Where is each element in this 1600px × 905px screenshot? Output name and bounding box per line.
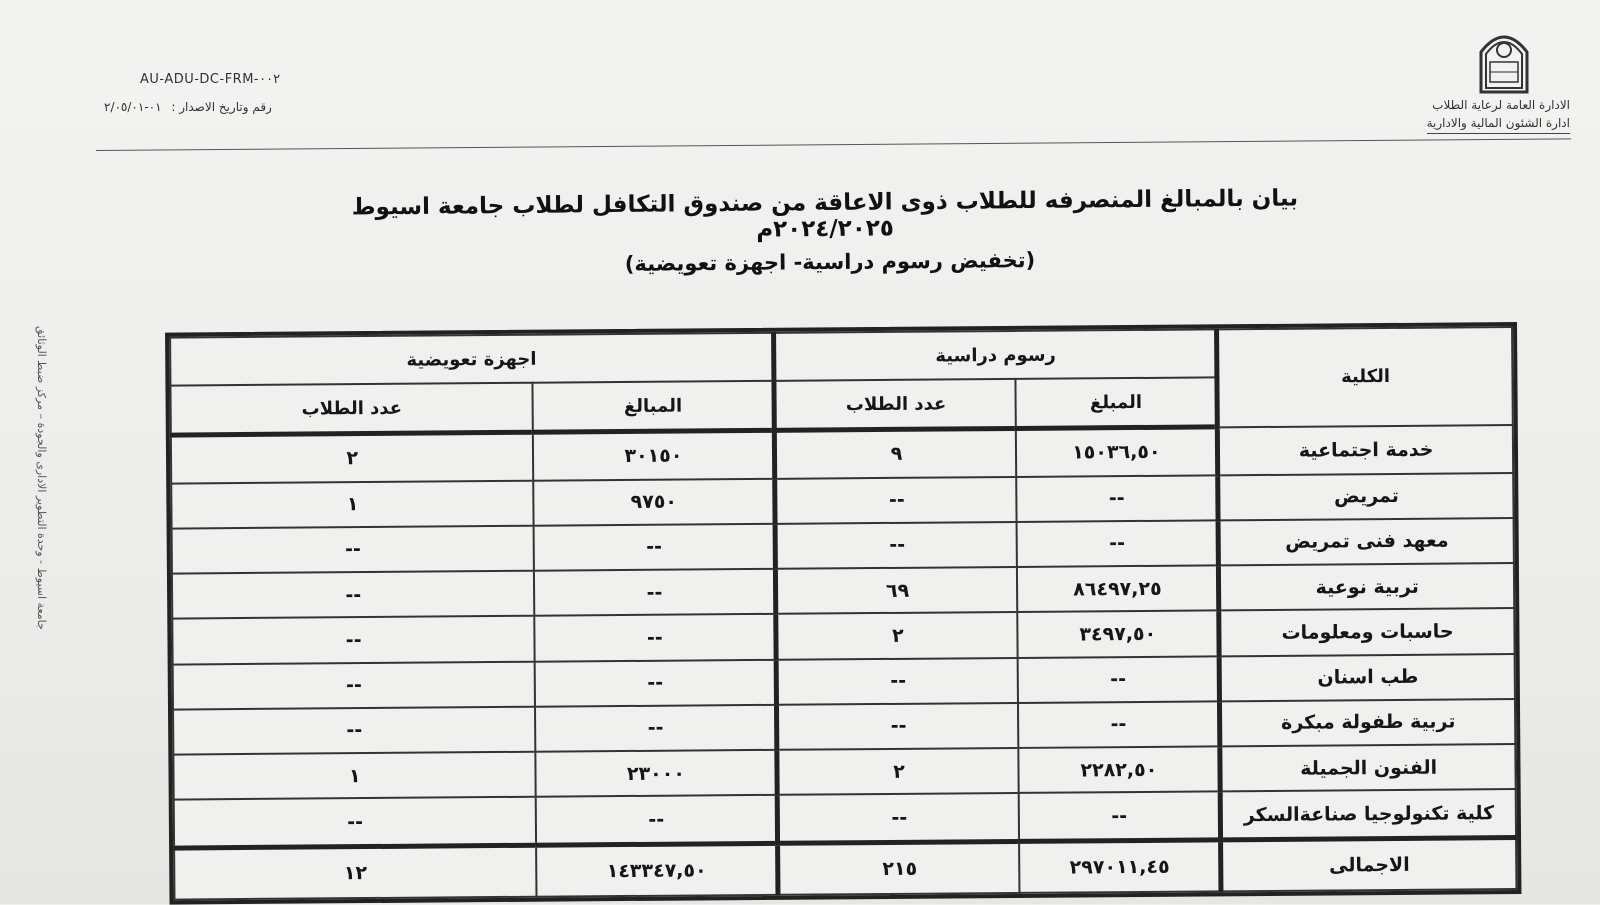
fees-students: -- [777, 703, 1019, 750]
issue-info [98, 100, 272, 114]
total-fees-students: ٢١٥ [778, 841, 1020, 894]
header-group-devices: اجهزة تعويضية [170, 333, 774, 386]
fees-amount: -- [1019, 792, 1221, 842]
college-name: الفنون الجميلة [1220, 744, 1516, 792]
table-body [171, 425, 1517, 900]
college-name: كلية تكنولوجيا صناعةالسكر [1220, 789, 1516, 839]
college-name: معهد فنى تمريض [1218, 518, 1514, 566]
devices-amount: -- [535, 705, 777, 752]
fees-students: ٢ [776, 612, 1018, 659]
college-name: تمريض [1218, 473, 1514, 521]
assiut-university-logo-icon [1475, 28, 1533, 94]
college-name: طب اسنان [1219, 654, 1515, 702]
devices-amount: -- [536, 795, 778, 845]
devices-students: -- [174, 797, 537, 848]
header-fees-amount: المبلغ [1016, 377, 1218, 428]
devices-students: -- [173, 707, 536, 755]
org-line-2: ادارة الشئون المالية والادارية [1426, 116, 1570, 130]
fees-amount: ٢٢٨٢,٥٠ [1019, 746, 1221, 793]
issue-label: رقم وتاريخ الاصدار : [171, 100, 272, 114]
total-fees-amount: ٢٩٧٠١١,٤٥ [1020, 840, 1222, 893]
devices-students: -- [172, 526, 535, 574]
total-row [174, 838, 1516, 900]
college-name: تربية نوعية [1219, 563, 1515, 611]
fees-amount: -- [1017, 520, 1219, 567]
devices-amount: -- [534, 524, 776, 571]
devices-students: ١ [171, 480, 534, 528]
college-name: حاسبات ومعلومات [1219, 608, 1515, 656]
document-subtitle: (تخفيض رسوم دراسية- اجهزة تعويضية) [624, 248, 1036, 276]
issue-value: ٠١-٢/٠٥/٠١ [104, 100, 162, 114]
devices-amount: -- [535, 659, 777, 706]
fees-amount: ١٥٠٣٦,٥٠ [1016, 427, 1218, 477]
org-line-1: الادارة العامة لرعاية الطلاب [1432, 98, 1570, 112]
fees-amount: -- [1018, 656, 1220, 703]
header-devices-students: عدد الطلاب [170, 383, 533, 435]
header-college: الكلية [1217, 327, 1513, 427]
fees-students: ٦٩ [776, 567, 1018, 614]
devices-students: -- [173, 661, 536, 709]
fees-amount: ٨٦٤٩٧,٢٥ [1017, 565, 1219, 612]
devices-amount: ٣٠١٥٠ [533, 430, 775, 480]
document-title: بيان بالمبالغ المنصرفه للطلاب ذوى الاعاقة من صندوق التكافل لطلاب جامعة اسيوط ٢٠٢٤/٢٠٢٥م [351, 185, 1299, 243]
header-devices-amount: المبالغ [533, 381, 775, 432]
devices-students: -- [172, 571, 535, 619]
fees-students: ٩ [775, 428, 1017, 478]
header-fees-students: عدد الطلاب [774, 379, 1016, 430]
devices-students: -- [172, 616, 535, 664]
fees-amount: ٣٤٩٧,٥٠ [1018, 611, 1220, 658]
fees-students: -- [775, 477, 1017, 524]
header-divider [96, 138, 1571, 151]
devices-amount: -- [535, 614, 777, 661]
fees-amount: -- [1017, 475, 1219, 522]
devices-students: ١ [173, 752, 536, 800]
side-note: جامعة اسيوط - وحدة التطوير الادارى والجودة – مركز ضبط الوثائق [35, 326, 48, 630]
fees-students: -- [775, 522, 1017, 569]
header-group-fees: رسوم دراسية [774, 329, 1217, 380]
devices-amount: ٢٣٠٠٠ [536, 750, 778, 797]
devices-amount: ٩٧٥٠ [534, 478, 776, 525]
expenses-table-frame [165, 322, 1521, 905]
fees-students: ٢ [777, 748, 1019, 795]
total-label: الاجمالى [1221, 838, 1517, 892]
fees-amount: -- [1018, 701, 1220, 748]
devices-students: ٢ [171, 432, 534, 483]
devices-amount: -- [534, 569, 776, 616]
expenses-table [169, 326, 1517, 901]
college-name: تربية طفولة مبكرة [1220, 699, 1516, 747]
fees-students: -- [777, 658, 1019, 705]
form-code: AU-ADU-DC-FRM-٠٠٢ [140, 72, 281, 87]
total-devices-students: ١٢ [174, 845, 537, 899]
college-name: خدمة اجتماعية [1218, 425, 1514, 475]
fees-students: -- [778, 793, 1020, 843]
total-devices-amount: ١٤٣٣٤٧,٥٠ [536, 843, 778, 896]
organization-lines [1427, 96, 1570, 134]
